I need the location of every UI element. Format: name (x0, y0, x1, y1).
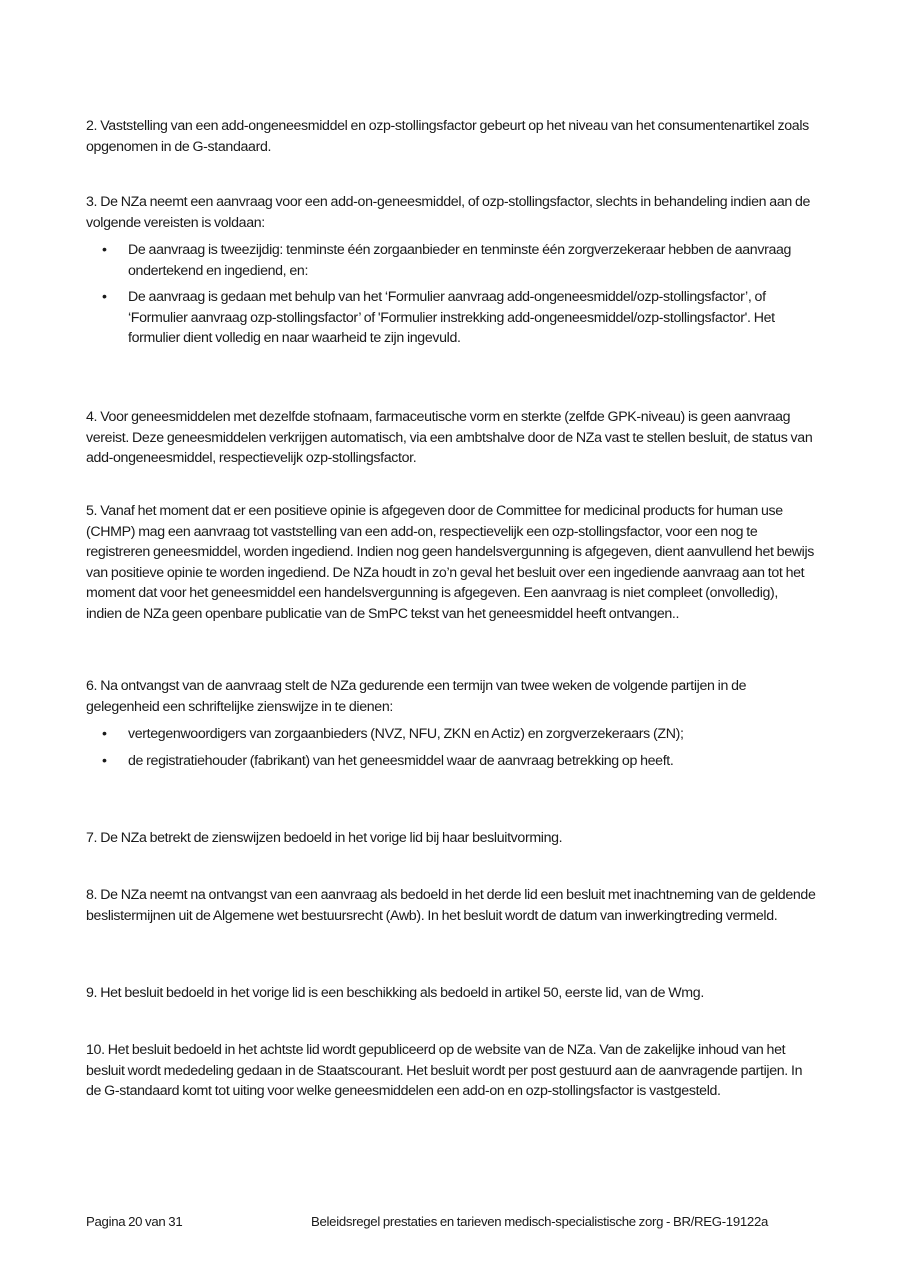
paragraph-7: 7. De NZa betrekt de zienswijzen bedoeld in het vorige lid bij haar besluitvorming. (86, 830, 563, 846)
paragraph-6: 6. Na ontvangst van de aanvraag stelt de NZa gedurende een termijn van twee weken de volgende partijen in de gelegenheid een schriftelijke zienswijze in te dienen: (86, 678, 747, 715)
bullet-icon: • (102, 289, 107, 305)
list-item-text: vertegenwoordigers van zorgaanbieders (NVZ, NFU, ZKN en Actiz) en zorgverzekeraars (ZN); (128, 726, 684, 742)
list-item (86, 240, 816, 281)
paragraph-2: 2. Vaststelling van een add-ongeneesmiddel en ozp-stollingsfactor gebeurt op het niveau van het consumentenartikel zoals opgenomen in de G-standaard. (86, 118, 809, 155)
bullet-icon: • (102, 726, 107, 742)
footer-document-title: Beleidsregel prestaties en tarieven medisch-specialistische zorg - BR/REG-19122a (311, 1214, 769, 1229)
bullet-icon: • (102, 752, 107, 769)
paragraph-5: 5. Vanaf het moment dat er een positieve opinie is afgegeven door de Committee for medicinal products for human use (CHMP) mag een aanvraag tot vaststelling van een add-on, respectievelijk een ozp-stollingsfactor, voor een nog te registreren geneesmiddel, worden ingediend. Indien nog geen handelsvergunning is afgegeven, dient aanvullend het bewijs van positieve opinie te worden ingediend. De NZa houdt in zo’n geval het besluit over een ingediende aanvraag aan tot het moment dat voor het geneesmiddel een handelsvergunning is afgegeven. Een aanvraag is niet compleet (onvolledig), indien de NZa geen openbare publicatie van de SmPC tekst van het geneesmiddel heeft ontvangen.. (86, 503, 814, 622)
list-item-text: De aanvraag is tweezijdig: tenminste één zorgaanbieder en tenminste één zorgverzekeraar hebben de aanvraag ondertekend en ingediend, en: (128, 242, 792, 279)
bullet-icon: • (102, 242, 107, 258)
paragraph-6-parties-list (86, 724, 816, 777)
paragraph-3: 3. De NZa neemt een aanvraag voor een add-on-geneesmiddel, of ozp-stollingsfactor, slechts in behandeling indien aan de volgende vereisten is voldaan: (86, 194, 811, 231)
list-item-text: De aanvraag is gedaan met behulp van het ‘Formulier aanvraag add-ongeneesmiddel/ozp-stollingsfactor’, of ‘Formulier aanvraag ozp-stollingsfactor’ of 'Formulier instrekking add-ongeneesmiddel/ozp-stollingsfactor'. Het formulier dient volledig en naar waarheid te zijn ingevuld. (128, 289, 775, 346)
page-number: Pagina 20 van 31 (86, 1214, 183, 1229)
paragraph-10: 10. Het besluit bedoeld in het achtste lid wordt gepubliceerd op de website van de NZa. Van de zakelijke inhoud van het besluit wordt mededeling gedaan in de Staatscourant. Het besluit wordt per post gestuurd aan de aanvragende partijen. In de G-standaard komt tot uiting voor welke geneesmiddelen een add-on en ozp-stollingsfactor is vastgesteld. (86, 1042, 803, 1099)
paragraph-9: 9. Het besluit bedoeld in het vorige lid is een beschikking als bedoeld in artikel 50, eerste lid, van de Wmg. (86, 985, 704, 1001)
paragraph-8: 8. De NZa neemt na ontvangst van een aanvraag als bedoeld in het derde lid een besluit met inachtneming van de geldende beslistermijnen uit de Algemene wet bestuursrecht (Awb). In het besluit wordt de datum van inwerkingtreding vermeld. (86, 887, 816, 924)
list-item (86, 287, 816, 349)
paragraph-3-requirements-list (86, 240, 816, 355)
list-item (86, 724, 816, 745)
paragraph-4: 4. Voor geneesmiddelen met dezelfde stofnaam, farmaceutische vorm en sterkte (zelfde GPK-niveau) is geen aanvraag vereist. Deze geneesmiddelen verkrijgen automatisch, via een ambtshalve door de NZa vast te stellen besluit, de status van add-ongeneesmiddel, respectievelijk ozp-stollingsfactor. (86, 409, 813, 466)
list-item-text: de registratiehouder (fabrikant) van het geneesmiddel waar de aanvraag betrekking op heeft. (128, 752, 674, 769)
list-item (86, 751, 816, 772)
